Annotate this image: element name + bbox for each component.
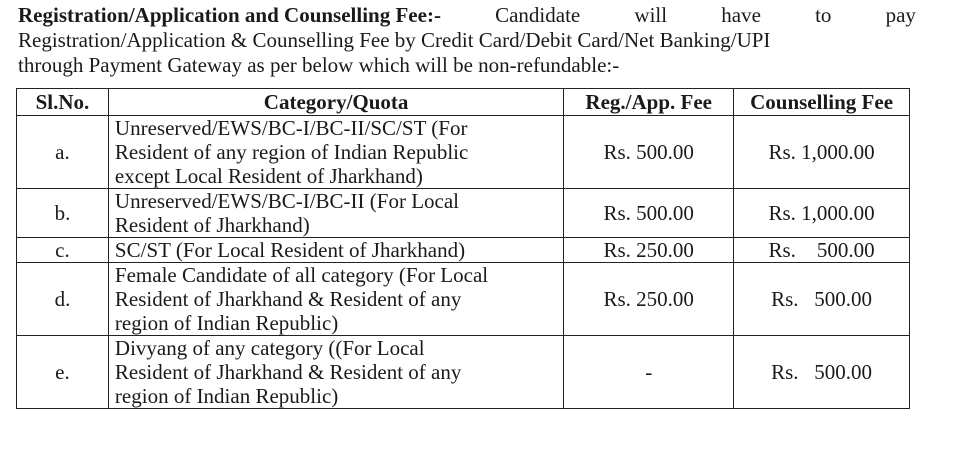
table-row — [17, 263, 910, 336]
row-counselling-fee: Rs. 1,000.00 — [734, 189, 910, 238]
intro-word: have — [721, 3, 761, 27]
row-category — [108, 263, 563, 336]
row-reg-fee: - — [564, 336, 734, 409]
intro-word: pay — [885, 3, 916, 27]
row-reg-fee: Rs. 250.00 — [564, 238, 734, 263]
fee-heading: Registration/Application and Counselling Fee:- — [18, 3, 441, 27]
table-row — [17, 116, 910, 189]
row-sl-no: b. — [17, 189, 109, 238]
row-category — [108, 336, 563, 409]
category-line: Divyang of any category ((For Local — [114, 336, 425, 360]
header-sl-no: Sl.No. — [17, 89, 109, 116]
intro-line-1 — [18, 3, 916, 28]
row-sl-no: a. — [17, 116, 109, 189]
row-sl-no: e. — [17, 336, 109, 409]
intro-word: Candidate — [495, 3, 581, 27]
row-counselling-fee: Rs. 500.00 — [734, 263, 910, 336]
table-row — [17, 336, 910, 409]
row-sl-no: d. — [17, 263, 109, 336]
category-line: region of Indian Republic) — [114, 311, 339, 335]
row-category — [108, 116, 563, 189]
row-reg-fee: Rs. 500.00 — [564, 189, 734, 238]
header-counselling-fee: Counselling Fee — [734, 89, 910, 116]
row-sl-no: c. — [17, 238, 109, 263]
table-row — [17, 189, 910, 238]
category-line: except Local Resident of Jharkhand) — [114, 164, 423, 188]
intro-line-2: Registration/Application & Counselling Fee by Credit Card/Debit Card/Net Banking/UPI — [18, 28, 771, 52]
header-category: Category/Quota — [108, 89, 563, 116]
category-line: Unreserved/EWS/BC-I/BC-II/SC/ST (For — [114, 116, 468, 140]
table-row — [17, 238, 910, 263]
intro-paragraph — [18, 3, 916, 78]
header-reg-fee: Reg./App. Fee — [564, 89, 734, 116]
category-line: Resident of any region of Indian Republic — [114, 140, 469, 164]
row-counselling-fee: Rs. 1,000.00 — [734, 116, 910, 189]
row-counselling-fee: Rs. 500.00 — [734, 336, 910, 409]
category-line: SC/ST (For Local Resident of Jharkhand) — [114, 238, 466, 262]
category-line: region of Indian Republic) — [114, 384, 339, 408]
category-line: Unreserved/EWS/BC-I/BC-II (For Local — [114, 189, 460, 213]
category-line: Resident of Jharkhand & Resident of any — [114, 360, 462, 384]
category-line: Resident of Jharkhand & Resident of any — [114, 287, 462, 311]
row-reg-fee: Rs. 250.00 — [564, 263, 734, 336]
table-header-row — [17, 89, 910, 116]
category-line: Female Candidate of all category (For Local — [114, 263, 489, 287]
row-reg-fee: Rs. 500.00 — [564, 116, 734, 189]
category-line: Resident of Jharkhand) — [114, 213, 310, 237]
row-category — [108, 189, 563, 238]
row-category — [108, 238, 563, 263]
intro-line-3: through Payment Gateway as per below which will be non-refundable:- — [18, 53, 620, 77]
intro-word: will — [634, 3, 668, 27]
row-counselling-fee: Rs. 500.00 — [734, 238, 910, 263]
fee-table — [16, 88, 910, 409]
intro-word: to — [815, 3, 832, 27]
